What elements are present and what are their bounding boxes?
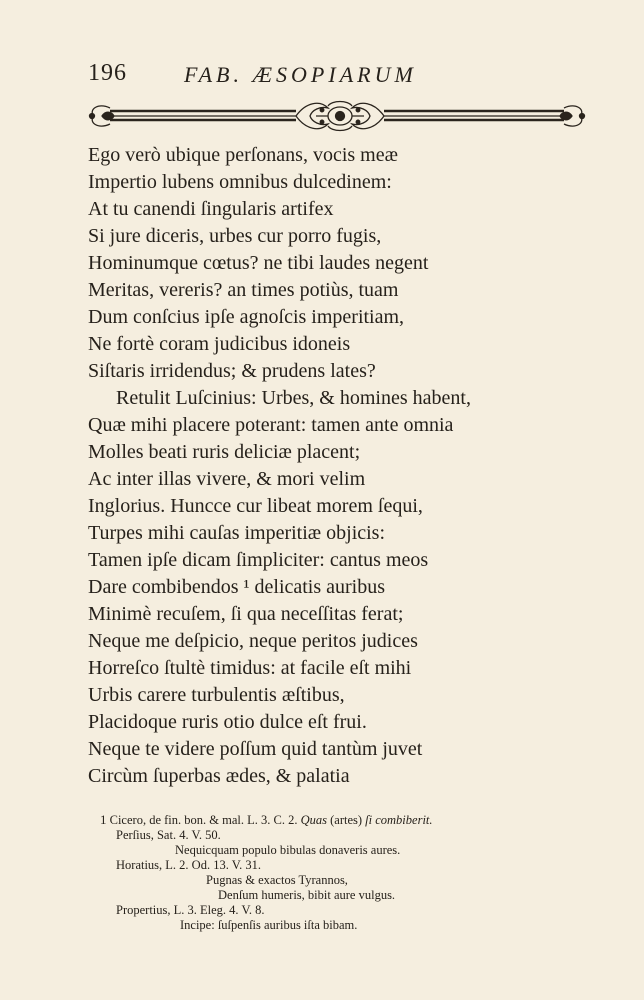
verse-line: Ego verò ubique perſonans, vocis meæ (88, 144, 398, 166)
verse-line: Dare combibendos ¹ delicatis auribus (88, 576, 386, 598)
verse-line: Hominumque cœtus? ne tibi laudes negent (88, 252, 429, 274)
verse-line: Neque me deſpicio, neque peritos judices (88, 630, 418, 652)
verse-line: Si jure diceris, urbes cur porro fugis, (88, 225, 382, 247)
verse-line: Ac inter illas vivere, & mori velim (88, 468, 366, 490)
footnote-quote: Denſum humeris, bibit aure vulgus. (218, 888, 396, 902)
verse-line: Horreſco ſtultè timidus: at facile eſt mihi (88, 657, 412, 679)
verse-line: Retulit Luſcinius: Urbes, & homines habent, (116, 387, 471, 409)
verse-line: Tamen ipſe dicam ſimpliciter: cantus meos (88, 549, 429, 571)
page-number: 196 (88, 60, 127, 86)
footnote-quote: Pugnas & exactos Tyrannos, (206, 873, 348, 887)
verse-line: Minimè recuſem, ſi qua neceſſitas ferat; (88, 603, 404, 625)
footnote-quote: ſi combiberit. (365, 813, 433, 827)
verse-line: Impertio lubens omnibus dulcedinem: (88, 171, 392, 193)
verse-line: Meritas, vereris? an times potiùs, tuam (88, 279, 399, 301)
verse-line: Inglorius. Huncce cur libeat morem ſequi, (88, 495, 423, 517)
verse-line: At tu canendi ſingularis artifex (88, 198, 334, 220)
footnotes (100, 812, 620, 933)
footnote-citation: Propertius, L. 3. Eleg. 4. V. 8. (116, 903, 265, 917)
running-title: FAB. ÆSOPIARUM (184, 62, 417, 87)
verse-line: Urbis carere turbulentis æſtibus, (88, 684, 345, 706)
running-head (88, 58, 558, 94)
floral-headpiece-icon (84, 96, 592, 136)
verse-line: Turpes mihi cauſas imperitiæ objicis: (88, 522, 386, 544)
footnote-citation: Cicero, de fin. bon. & mal. L. 3. C. 2. (109, 813, 298, 827)
verse-line: Neque te videre poſſum quid tantùm juvet (88, 738, 423, 760)
footnote-citation: Perſius, Sat. 4. V. 50. (116, 828, 221, 842)
footnote-gloss: (artes) (330, 813, 363, 827)
verse-line: Ne fortè coram judicibus idoneis (88, 333, 351, 355)
footnote-marker: 1 (100, 812, 107, 827)
footnote-quote: Nequicquam populo bibulas donaveris aures. (175, 843, 401, 857)
footnote-quote: Quas (300, 813, 327, 827)
verse-line: Molles beati ruris deliciæ placent; (88, 441, 361, 463)
verse-line: Siſtaris irridendus; & prudens lates? (88, 360, 376, 382)
verse-line: Placidoque ruris otio dulce eſt frui. (88, 711, 367, 733)
verse-line: Circùm ſuperbas ædes, & palatia (88, 765, 350, 787)
footnote-1 (100, 812, 620, 828)
footnote-citation: Horatius, L. 2. Od. 13. V. 31. (116, 858, 262, 872)
verse-line: Dum conſcius ipſe agnoſcis imperitiam, (88, 306, 405, 328)
footnote-quote: Incipe: ſuſpenſis auribus iſta bibam. (180, 918, 358, 932)
verse-line: Quæ mihi placere poterant: tamen ante omnia (88, 414, 454, 436)
verse-text (88, 142, 628, 790)
